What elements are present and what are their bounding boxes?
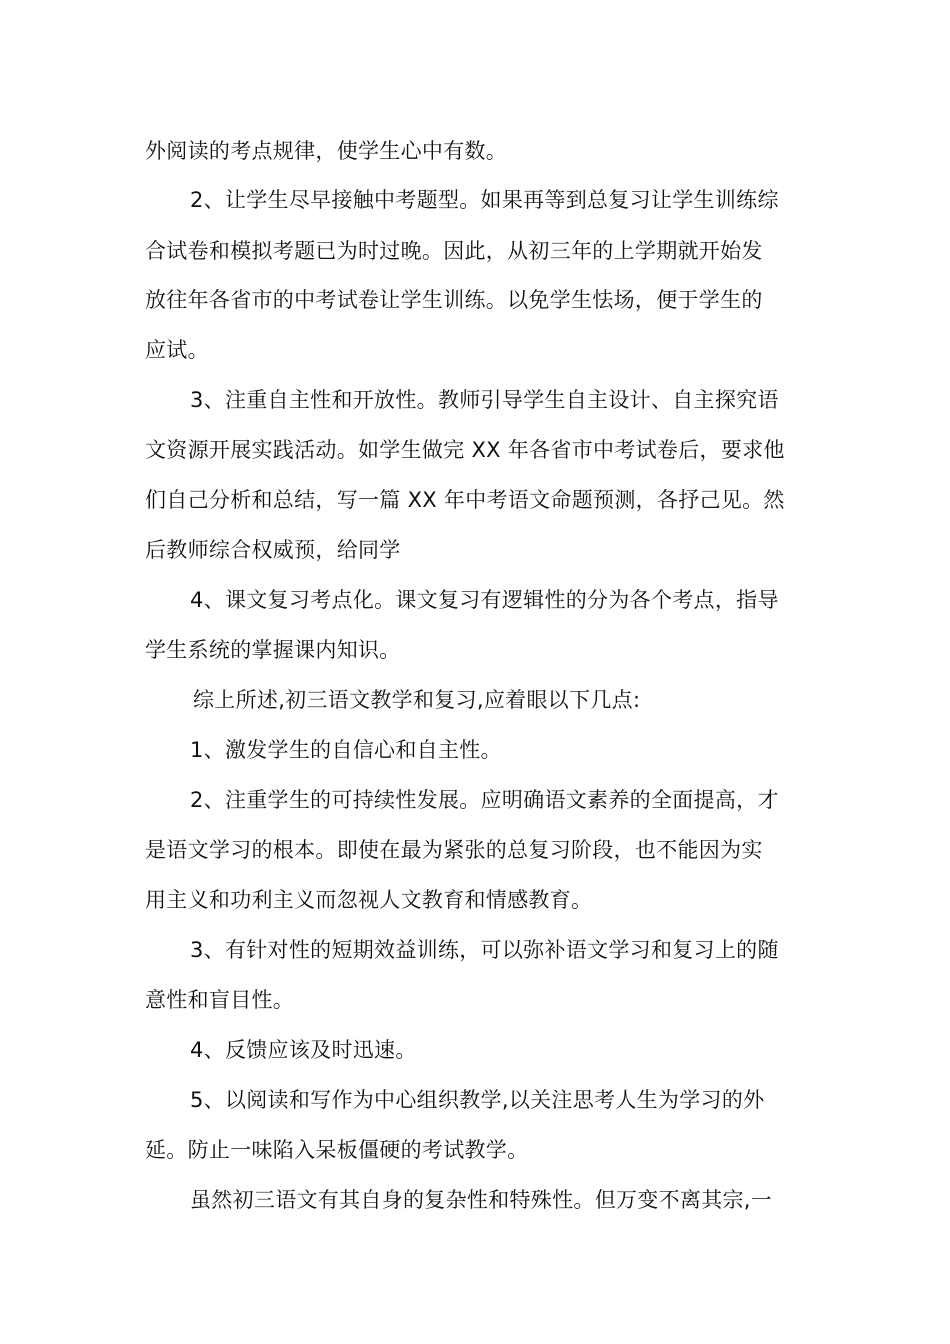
text-line: 1、激发学生的自信心和自主性。 [190,738,502,762]
text-line: 们自己分析和总结，写一篇 XX 年中考语文命题预测，各抒己见。然 [145,488,785,512]
text-line: 后教师综合权威预，给同学 [145,538,401,562]
text-line: 4、反馈应该及时迅速。 [190,1038,417,1062]
text-line: 用主义和功利主义而忽视人文教育和情感教育。 [145,888,593,912]
text-line: 虽然初三语文有其自身的复杂性和特殊性。但万变不离其宗,一 [190,1188,773,1212]
text-line: 4、课文复习考点化。课文复习有逻辑性的分为各个考点，指导 [190,588,779,612]
text-line: 文资源开展实践活动。如学生做完 XX 年各省市中考试卷后，要求他 [145,438,785,462]
text-line: 3、注重自主性和开放性。教师引导学生自主设计、自主探究语 [190,388,779,412]
text-line: 合试卷和模拟考题已为时过晚。因此，从初三年的上学期就开始发 [145,239,763,263]
text-line: 学生系统的掌握课内知识。 [145,638,401,662]
text-line: 应试。 [145,338,209,362]
text-line: 放往年各省市的中考试卷让学生训练。以免学生怯场，便于学生的 [145,288,763,312]
text-line: 意性和盲目性。 [145,988,295,1012]
text-line: 2、让学生尽早接触中考题型。如果再等到总复习让学生训练综 [190,188,779,212]
text-line: 延。防止一味陷入呆板僵硬的考试教学。 [145,1138,529,1162]
text-line: 综上所述,初三语文教学和复习,应着眼以下几点: [193,688,641,712]
text-line: 是语文学习的根本。即使在最为紧张的总复习阶段，也不能因为实 [145,838,763,862]
text-line: 3、有针对性的短期效益训练，可以弥补语文学习和复习上的随 [190,938,779,962]
text-line: 5、以阅读和写作为中心组织教学,以关注思考人生为学习的外 [190,1088,765,1112]
text-line: 2、注重学生的可持续性发展。应明确语文素养的全面提高，才 [190,788,779,812]
text-line: 外阅读的考点规律，使学生心中有数。 [145,139,508,163]
